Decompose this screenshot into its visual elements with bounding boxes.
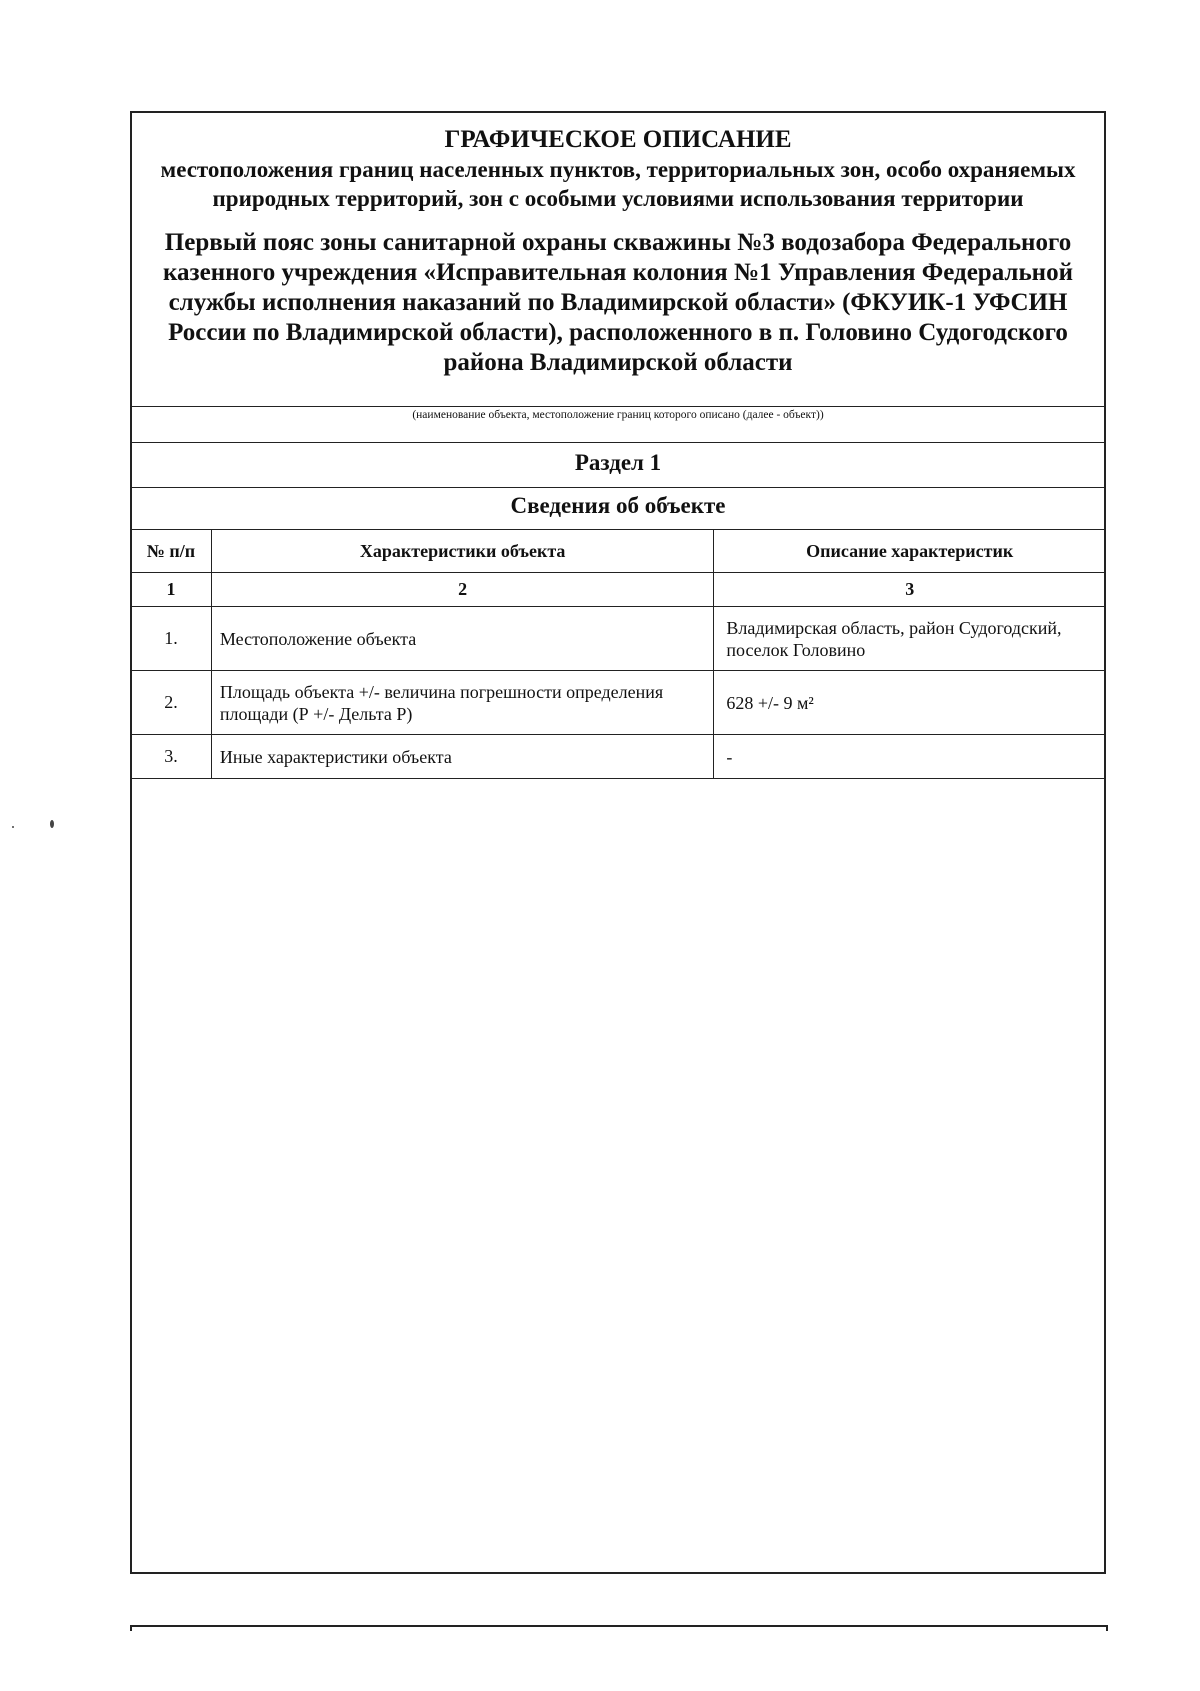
row-description: Владимирская область, район Судогодский, поселок Головино bbox=[714, 607, 1106, 671]
table-row bbox=[131, 735, 1106, 779]
column-numbers-row bbox=[131, 573, 1106, 607]
object-info-table bbox=[130, 529, 1106, 779]
row-characteristic: Местоположение объекта bbox=[211, 607, 713, 671]
document-subtitle: местоположения границ населенных пунктов, территориальных зон, особо охраняемых природных территорий, зон с особыми условиями использования территории bbox=[160, 157, 1076, 211]
column-number: 2 bbox=[211, 573, 713, 607]
table-header-row bbox=[131, 530, 1106, 573]
row-description: - bbox=[714, 735, 1106, 779]
table-row bbox=[131, 607, 1106, 671]
divider bbox=[132, 487, 1104, 488]
scan-artifact bbox=[12, 826, 14, 828]
column-number: 3 bbox=[714, 573, 1106, 607]
footer-line-tick bbox=[1106, 1625, 1108, 1631]
row-number: 1. bbox=[131, 607, 212, 671]
header-characteristic: Характеристики объекта bbox=[211, 530, 713, 573]
row-number: 2. bbox=[131, 671, 212, 735]
table-row bbox=[131, 671, 1106, 735]
row-description: 628 +/- 9 м² bbox=[714, 671, 1106, 735]
section-subtitle: Сведения об объекте bbox=[510, 493, 726, 518]
footer-line bbox=[130, 1625, 1108, 1627]
document-title: ГРАФИЧЕСКОЕ ОПИСАНИЕ bbox=[444, 126, 792, 153]
document-frame bbox=[130, 111, 1106, 1574]
column-number: 1 bbox=[131, 573, 212, 607]
caption-underline bbox=[132, 406, 1104, 407]
divider bbox=[132, 442, 1104, 443]
section-title: Раздел 1 bbox=[574, 450, 662, 475]
document-header bbox=[132, 113, 1104, 378]
row-characteristic: Площадь объекта +/- величина погрешности определения площади (Р +/- Дельта Р) bbox=[211, 671, 713, 735]
object-name: Первый пояс зоны санитарной охраны скважины №3 водозабора Федерального казенного учреждения «Исправительная колония №1 Управления Федеральной службы исполнения наказаний по Владимирской области» (ФКУИК-1 УФСИН России по Владимирской области), расположенного в п. Головино Судогодского района Владимирской области bbox=[163, 229, 1073, 376]
row-number: 3. bbox=[131, 735, 212, 779]
scan-artifact bbox=[50, 820, 54, 828]
footer-line-tick bbox=[130, 1625, 132, 1631]
header-description: Описание характеристик bbox=[714, 530, 1106, 573]
row-characteristic: Иные характеристики объекта bbox=[211, 735, 713, 779]
header-number: № п/п bbox=[131, 530, 212, 573]
object-caption: (наименование объекта, местоположение границ которого описано (далее - объект)) bbox=[412, 409, 824, 421]
